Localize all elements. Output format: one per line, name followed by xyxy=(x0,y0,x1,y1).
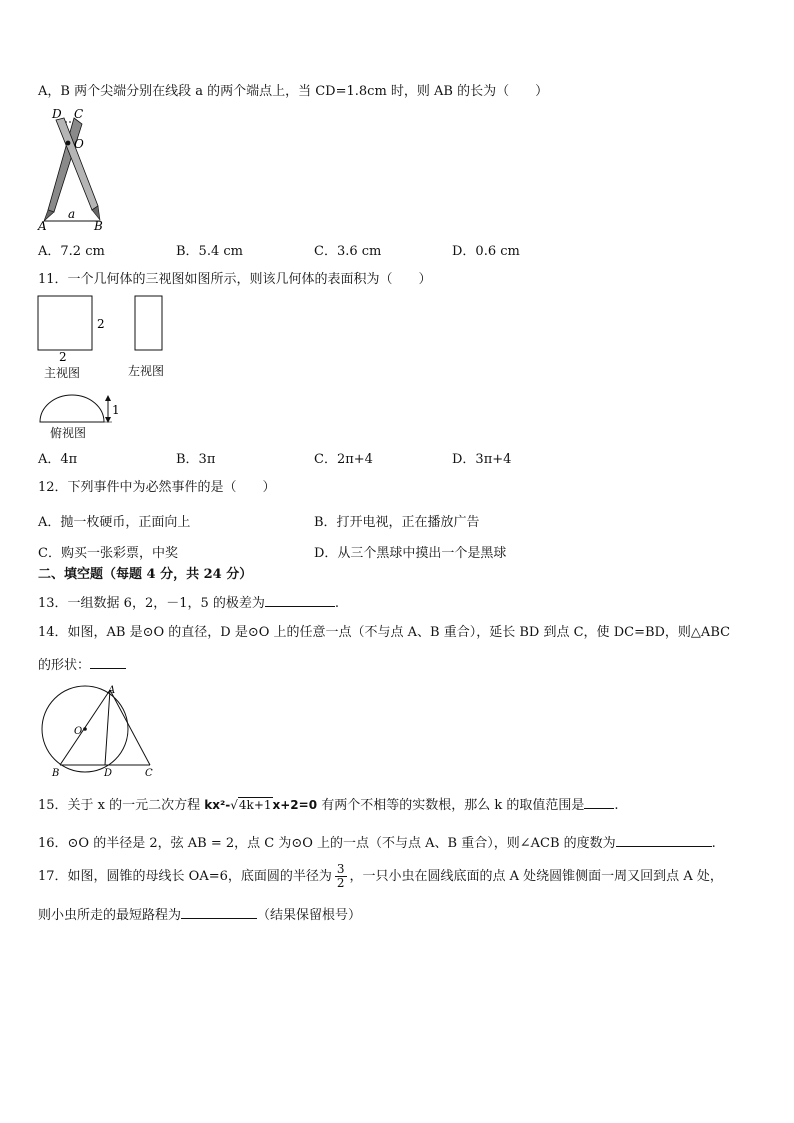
q17-fraction-denominator: 2 xyxy=(336,876,345,890)
question-16-text: 16．⊙O 的半径是 2，弦 AB = 2，点 C 为⊙O 上的一点（不与点 A、B 重合），则∠ACB 的度数为 xyxy=(38,836,616,851)
q10-option-a[interactable]: A．7.2 cm xyxy=(38,244,105,259)
question-11-text: 11．一个几何体的三视图如图所示，则该几何体的表面积为（ ） xyxy=(38,272,432,287)
label-o: O xyxy=(74,726,83,737)
q10-option-b[interactable]: B．5.4 cm xyxy=(176,244,243,259)
label-c: C xyxy=(74,107,84,121)
question-14-line-2-text: 的形状： xyxy=(38,658,91,673)
question-14-line-2 xyxy=(38,656,126,674)
question-17-suffix: ，一只小虫在圆线底面的点 A 处绕圆锥侧面一周又回到点 A 处， xyxy=(349,869,723,884)
circle-triangle-figure xyxy=(38,683,168,778)
front-view-bottom-dim: 2 xyxy=(59,350,67,363)
front-view-label: 主视图 xyxy=(44,366,81,380)
q15-equation-part-1: kx²- xyxy=(204,798,231,812)
left-view-rectangle xyxy=(135,296,162,350)
label-d: D xyxy=(104,768,113,778)
q11-option-c[interactable]: C．2π+4 xyxy=(314,452,373,467)
question-13 xyxy=(38,594,339,612)
question-14-line-1: 14．如图，AB 是⊙O 的直径，D 是⊙O 上的任意一点（不与点 A、B 重合），延长 BD 到点 C，使 DC=BD，则△ABC xyxy=(38,625,731,640)
top-view-semicircle xyxy=(40,395,104,422)
question-17-prefix: 17．如图，圆锥的母线长 OA=6，底面圆的半径为 xyxy=(38,869,332,884)
q15-equation-part-2: x+2=0 xyxy=(272,798,318,812)
hinge-point-o xyxy=(66,141,71,146)
q12-option-b[interactable]: B．打开电视，正在播放广告 xyxy=(314,515,480,530)
front-view-square xyxy=(38,296,92,350)
question-17-line-1 xyxy=(38,862,723,892)
q17-fraction-numerator: 3 xyxy=(336,862,345,876)
question-12-text: 12．下列事件中为必然事件的是（ ） xyxy=(38,480,276,495)
q12-option-a[interactable]: A．抛一枚硬币，正面向上 xyxy=(38,515,191,530)
q14-answer-blank[interactable] xyxy=(90,656,126,669)
question-17-line-2 xyxy=(38,906,361,924)
top-view-height-dim: 1 xyxy=(112,403,120,417)
label-c: C xyxy=(145,768,153,778)
front-view-figure xyxy=(36,293,116,363)
question-16 xyxy=(38,834,716,852)
q16-answer-blank[interactable] xyxy=(616,834,712,847)
label-b: B xyxy=(52,768,60,778)
left-view-figure xyxy=(132,293,172,357)
center-point-o xyxy=(83,727,87,731)
line-ad xyxy=(105,690,110,765)
q11-option-d[interactable]: D．3π+4 xyxy=(452,452,512,467)
q11-option-a[interactable]: A．4π xyxy=(38,452,78,467)
front-view-side-dim: 2 xyxy=(97,317,105,331)
q15-sqrt-radicand: 4k+1 xyxy=(238,798,272,812)
label-d: D xyxy=(52,107,62,121)
q13-answer-blank[interactable] xyxy=(265,594,335,607)
compass-figure xyxy=(36,106,116,231)
q17-radius-fraction xyxy=(335,863,347,890)
question-10-text: A，B 两个尖端分别在线段 a 的两个端点上，当 CD=1.8cm 时，则 AB 的长为（ ） xyxy=(38,84,549,99)
question-15-suffix: 有两个不相等的实数根，那么 k 的取值范围是 xyxy=(317,798,585,813)
q15-answer-blank[interactable] xyxy=(584,796,614,809)
question-15-end: . xyxy=(614,798,619,813)
line-ac xyxy=(110,690,150,765)
question-13-end: . xyxy=(334,596,340,611)
label-o: O xyxy=(74,137,84,151)
question-16-end: . xyxy=(711,836,716,851)
question-15: 15．关于 x 的一元二次方程 kx²-√4k+1x+2=0 有两个不相等的实数根，那么 k 的取值范围是 . xyxy=(38,798,619,813)
q10-option-c[interactable]: C．3.6 cm xyxy=(314,244,382,259)
question-17-line-2-suffix: （结果保留根号） xyxy=(257,908,362,923)
label-a-segment: a xyxy=(68,207,76,221)
top-view-label: 俯视图 xyxy=(50,426,87,440)
q11-option-b[interactable]: B．3π xyxy=(176,452,216,467)
q17-answer-blank[interactable] xyxy=(181,906,257,919)
q12-option-c[interactable]: C．购买一张彩票，中奖 xyxy=(38,546,178,561)
section-2-title: 二、填空题（每题 4 分，共 24 分） xyxy=(38,567,253,582)
label-b: B xyxy=(94,219,103,231)
question-15-prefix: 15．关于 x 的一元二次方程 xyxy=(38,798,205,813)
left-view-label: 左视图 xyxy=(128,364,165,378)
q12-option-d[interactable]: D．从三个黑球中摸出一个是黑球 xyxy=(314,546,507,561)
question-13-text: 13．一组数据 6，2，－1，5 的极差为 xyxy=(38,596,265,611)
label-a: A xyxy=(108,685,116,696)
q10-option-d[interactable]: D．0.6 cm xyxy=(452,244,520,259)
question-17-line-2-prefix: 则小虫所走的最短路程为 xyxy=(38,908,182,923)
label-a: A xyxy=(38,219,47,231)
